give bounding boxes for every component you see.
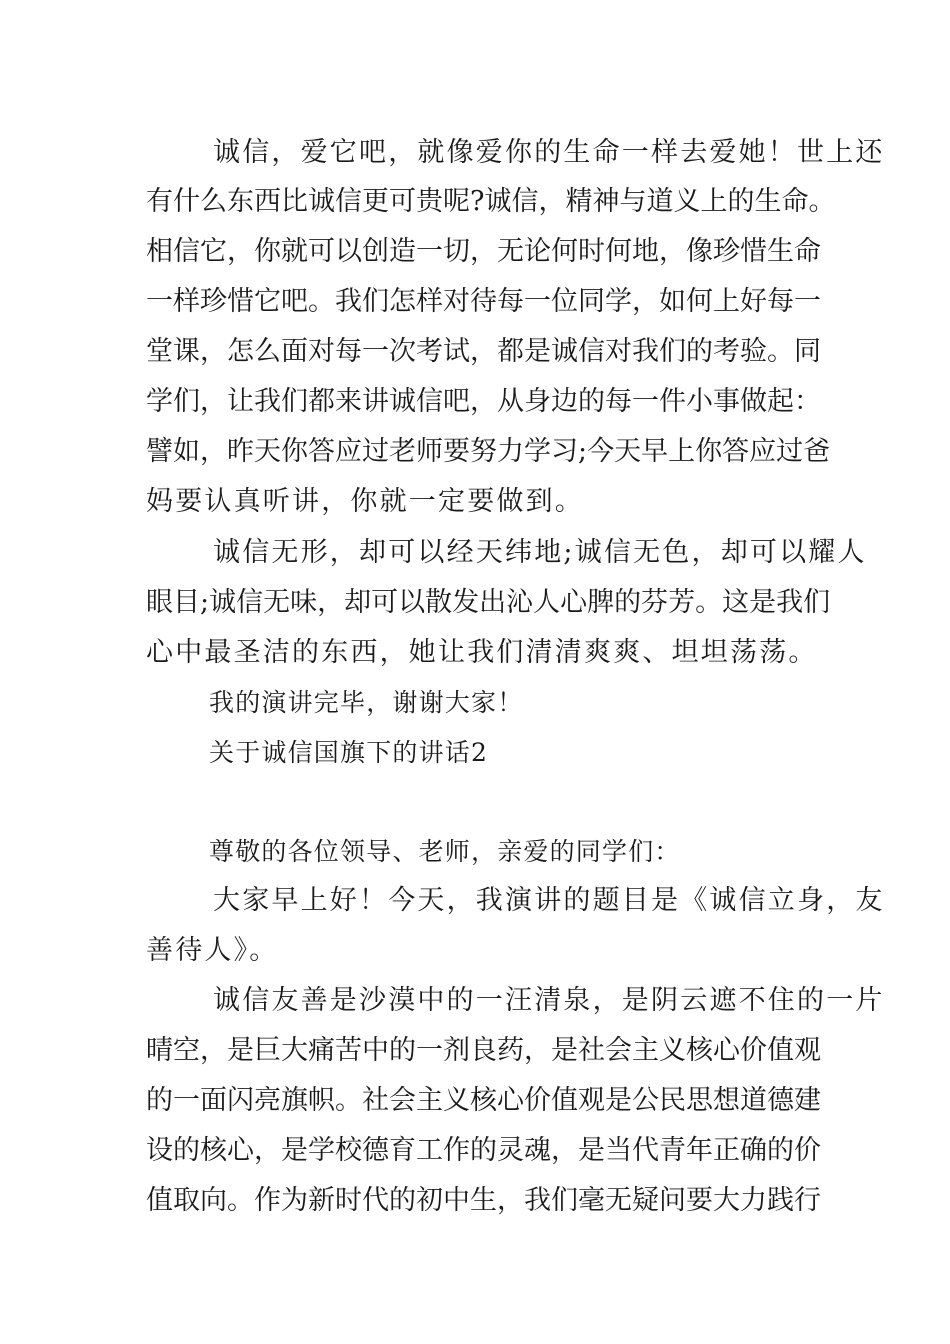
paragraph-1-line-8: 妈要认真听讲，你就一定要做到。 [146,486,584,517]
paragraph-3-line-1: 大家早上好！今天，我演讲的题目是《诚信立身，友 [213,885,885,916]
paragraph-1-line-5: 堂课，怎么面对每一次考试，都是诚信对我们的考验。同 [146,336,821,367]
salutation: 尊敬的各位领导、老师，亲爱的同学们： [209,837,681,866]
paragraph-1-line-2: 有什么东西比诚信更可贵呢?诚信，精神与道义上的生命。 [146,186,836,217]
paragraph-1-line-6: 学们，让我们都来讲诚信吧，从身边的每一件小事做起： [146,386,821,417]
paragraph-1-line-7: 譬如，昨天你答应过老师要努力学习;今天早上你答应过爸 [146,436,831,467]
paragraph-4-line-1: 诚信友善是沙漠中的一汪清泉，是阴云遮不住的一片 [213,985,885,1016]
paragraph-2-line-3: 心中最圣洁的东西，她让我们清清爽爽、坦坦荡荡。 [146,637,818,668]
paragraph-4-line-2: 晴空，是巨大痛苦中的一剂良药，是社会主义核心价值观 [146,1035,821,1066]
closing-line: 我的演讲完毕，谢谢大家！ [209,688,524,717]
paragraph-1-line-1: 诚信，爱它吧，就像爱你的生命一样去爱她！世上还 [213,137,885,168]
paragraph-4-line-5: 值取向。作为新时代的初中生，我们毫无疑问要大力践行 [146,1185,821,1216]
paragraph-3-line-2: 善待人》。 [146,935,279,966]
paragraph-2-line-1: 诚信无形，却可以经天纬地;诚信无色，却可以耀人 [213,537,867,568]
section-heading: 关于诚信国旗下的讲话2 [209,738,489,767]
paragraph-4-line-3: 的一面闪亮旗帜。社会主义核心价值观是公民思想道德建 [146,1085,821,1116]
paragraph-4-line-4: 设的核心，是学校德育工作的灵魂，是当代青年正确的价 [146,1135,821,1166]
paragraph-1-line-3: 相信它，你就可以创造一切，无论何时何地，像珍惜生命 [146,236,821,267]
paragraph-2-line-2: 眼目;诚信无味，却可以散发出沁人心脾的芬芳。这是我们 [146,587,831,618]
paragraph-1-line-4: 一样珍惜它吧。我们怎样对待每一位同学，如何上好每一 [146,286,821,317]
